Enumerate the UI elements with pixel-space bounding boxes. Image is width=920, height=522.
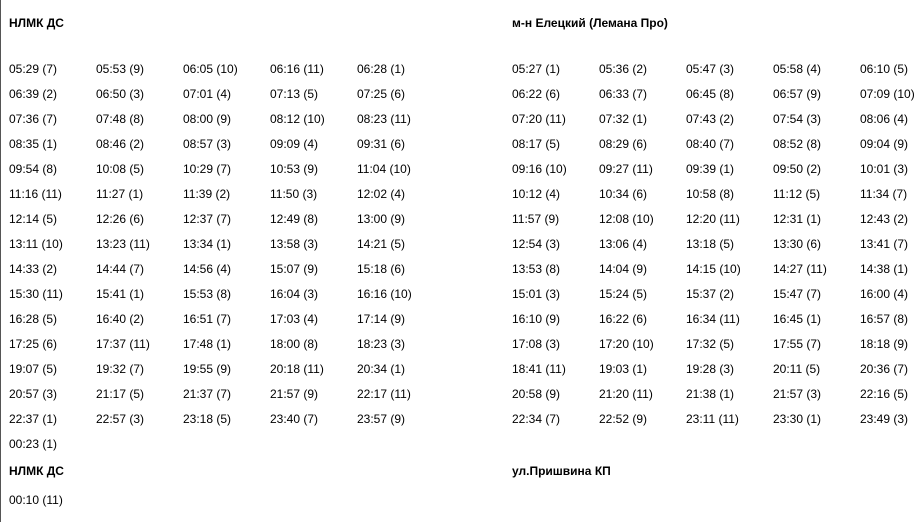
departure-row	[9, 112, 444, 137]
departure-time: 06:39 (2)	[9, 87, 58, 101]
departure-time: 13:00 (9)	[357, 212, 406, 226]
departure-time: 22:52 (9)	[599, 412, 648, 426]
departure-time: 22:37 (1)	[9, 412, 58, 426]
departure-time: 13:41 (7)	[860, 237, 909, 251]
departure-time: 05:27 (1)	[512, 62, 561, 76]
departure-time: 07:32 (1)	[599, 112, 648, 126]
departure-row	[9, 187, 444, 212]
departure-row	[512, 287, 920, 312]
departure-time: 21:20 (11)	[599, 387, 653, 401]
departure-time: 07:43 (2)	[686, 112, 735, 126]
departure-time: 12:43 (2)	[860, 212, 909, 226]
departure-time: 17:55 (7)	[773, 337, 822, 351]
departure-time: 16:10 (9)	[512, 312, 561, 326]
departure-row	[9, 312, 444, 337]
departure-time: 13:11 (10)	[9, 237, 63, 251]
departure-time: 08:40 (7)	[686, 137, 735, 151]
departure-row	[512, 412, 920, 437]
departure-time: 10:08 (5)	[96, 162, 145, 176]
departure-time: 17:14 (9)	[357, 312, 406, 326]
departure-time: 10:12 (4)	[512, 187, 561, 201]
departure-time: 12:02 (4)	[357, 187, 406, 201]
departure-time: 09:16 (10)	[512, 162, 567, 176]
departure-time: 17:08 (3)	[512, 337, 561, 351]
departure-time: 18:23 (3)	[357, 337, 406, 351]
stop-title: НЛМК ДС	[9, 16, 64, 30]
departure-time: 08:46 (2)	[96, 137, 145, 151]
departure-time: 21:17 (5)	[96, 387, 145, 401]
departure-time: 07:48 (8)	[96, 112, 145, 126]
departure-time: 15:41 (1)	[96, 287, 145, 301]
departure-time: 06:22 (6)	[512, 87, 561, 101]
departure-time: 09:27 (11)	[599, 162, 653, 176]
departure-time: 07:13 (5)	[270, 87, 319, 101]
departure-time: 23:11 (11)	[686, 412, 739, 426]
departure-time: 11:39 (2)	[183, 187, 231, 201]
departure-time: 13:23 (11)	[96, 237, 150, 251]
departure-time: 11:57 (9)	[512, 212, 560, 226]
departure-time: 06:28 (1)	[357, 62, 406, 76]
departure-time: 17:25 (6)	[9, 337, 58, 351]
departure-time: 22:57 (3)	[96, 412, 145, 426]
departure-time: 06:45 (8)	[686, 87, 735, 101]
departure-row	[9, 387, 444, 412]
departure-time: 00:10 (11)	[9, 493, 63, 507]
departure-time: 16:34 (11)	[686, 312, 740, 326]
departure-time: 15:47 (7)	[773, 287, 822, 301]
departure-time: 16:16 (10)	[357, 287, 412, 301]
departure-time: 15:53 (8)	[183, 287, 232, 301]
departure-time: 13:30 (6)	[773, 237, 822, 251]
departure-time: 10:58 (8)	[686, 187, 735, 201]
departure-time: 11:27 (1)	[96, 187, 144, 201]
left-border-line	[0, 0, 1, 522]
departure-time: 10:53 (9)	[270, 162, 319, 176]
departure-time: 08:52 (8)	[773, 137, 822, 151]
departure-time: 09:04 (9)	[860, 137, 909, 151]
departure-time: 06:05 (10)	[183, 62, 238, 76]
departure-row	[512, 212, 920, 237]
departure-time: 23:49 (3)	[860, 412, 909, 426]
departure-time: 20:36 (7)	[860, 362, 909, 376]
departure-time: 16:40 (2)	[96, 312, 145, 326]
departure-time: 15:24 (5)	[599, 287, 648, 301]
departure-time: 22:16 (5)	[860, 387, 909, 401]
departure-row	[9, 212, 444, 237]
departure-row	[9, 437, 444, 462]
departure-row	[9, 62, 444, 87]
departure-time: 12:54 (3)	[512, 237, 561, 251]
departure-time: 19:03 (1)	[599, 362, 648, 376]
departure-time: 13:53 (8)	[512, 262, 561, 276]
departure-time: 08:29 (6)	[599, 137, 648, 151]
departure-time: 12:14 (5)	[9, 212, 58, 226]
departure-time: 08:23 (11)	[357, 112, 411, 126]
departure-time: 15:30 (11)	[9, 287, 63, 301]
departure-time: 23:18 (5)	[183, 412, 232, 426]
departure-time: 17:48 (1)	[183, 337, 232, 351]
departure-time: 18:00 (8)	[270, 337, 319, 351]
departure-time: 00:23 (1)	[9, 437, 58, 451]
departure-time: 17:03 (4)	[270, 312, 319, 326]
departure-time: 16:45 (1)	[773, 312, 822, 326]
departure-row	[9, 493, 96, 518]
departure-time: 19:32 (7)	[96, 362, 145, 376]
departure-time: 14:33 (2)	[9, 262, 58, 276]
departure-time: 16:28 (5)	[9, 312, 58, 326]
departure-time: 19:07 (5)	[9, 362, 58, 376]
departure-time: 14:44 (7)	[96, 262, 145, 276]
departure-time: 20:57 (3)	[9, 387, 58, 401]
stop-title: м-н Елецкий (Лемана Про)	[512, 16, 668, 30]
departure-time: 05:53 (9)	[96, 62, 145, 76]
departure-row	[512, 312, 920, 337]
departure-time: 08:06 (4)	[860, 112, 909, 126]
departure-time: 09:50 (2)	[773, 162, 822, 176]
departure-time: 06:57 (9)	[773, 87, 822, 101]
departure-row	[9, 162, 444, 187]
departure-row	[512, 362, 920, 387]
departure-time: 08:12 (10)	[270, 112, 325, 126]
departure-time: 14:15 (10)	[686, 262, 741, 276]
departure-row	[512, 237, 920, 262]
departure-time: 14:04 (9)	[599, 262, 648, 276]
departure-row	[9, 412, 444, 437]
departure-time: 15:01 (3)	[512, 287, 561, 301]
departure-time: 14:21 (5)	[357, 237, 406, 251]
departure-time: 05:29 (7)	[9, 62, 58, 76]
departure-time: 15:18 (6)	[357, 262, 406, 276]
departure-time: 11:34 (7)	[860, 187, 908, 201]
departure-time: 12:20 (11)	[686, 212, 740, 226]
departure-time: 14:56 (4)	[183, 262, 232, 276]
departure-time: 12:37 (7)	[183, 212, 232, 226]
departure-time: 09:39 (1)	[686, 162, 735, 176]
departure-time: 15:37 (2)	[686, 287, 735, 301]
departure-time: 17:20 (10)	[599, 337, 654, 351]
departure-row	[512, 337, 920, 362]
departure-time: 21:37 (7)	[183, 387, 232, 401]
departure-time: 14:27 (11)	[773, 262, 827, 276]
departure-time: 07:36 (7)	[9, 112, 58, 126]
departure-time: 07:09 (10)	[860, 87, 915, 101]
departure-time: 09:31 (6)	[357, 137, 406, 151]
departure-time: 16:51 (7)	[183, 312, 232, 326]
departure-time: 23:30 (1)	[773, 412, 822, 426]
departure-time: 19:28 (3)	[686, 362, 735, 376]
departure-row	[512, 87, 920, 112]
departure-time: 16:22 (6)	[599, 312, 648, 326]
departure-row	[512, 62, 920, 87]
departure-time: 20:34 (1)	[357, 362, 406, 376]
departure-time: 06:16 (11)	[270, 62, 324, 76]
departure-time: 10:01 (3)	[860, 162, 909, 176]
departure-time: 21:57 (9)	[270, 387, 319, 401]
departure-time: 05:36 (2)	[599, 62, 648, 76]
departure-row	[9, 287, 444, 312]
departure-row	[512, 387, 920, 412]
departure-time: 20:58 (9)	[512, 387, 561, 401]
departure-time: 12:26 (6)	[96, 212, 145, 226]
departure-time: 15:07 (9)	[270, 262, 319, 276]
departure-row	[512, 137, 920, 162]
departure-row	[512, 162, 920, 187]
departure-time: 06:50 (3)	[96, 87, 145, 101]
departure-time: 09:09 (4)	[270, 137, 319, 151]
departure-time: 11:04 (10)	[357, 162, 411, 176]
departure-time: 10:29 (7)	[183, 162, 232, 176]
departure-time: 08:57 (3)	[183, 137, 232, 151]
departure-time: 13:34 (1)	[183, 237, 232, 251]
departure-row	[9, 237, 444, 262]
departure-time: 10:34 (6)	[599, 187, 648, 201]
departure-time: 11:50 (3)	[270, 187, 318, 201]
departure-time: 23:40 (7)	[270, 412, 319, 426]
departure-time: 18:41 (11)	[512, 362, 566, 376]
departure-time: 13:58 (3)	[270, 237, 319, 251]
departure-time: 16:00 (4)	[860, 287, 909, 301]
departure-time: 21:57 (3)	[773, 387, 822, 401]
departure-time: 23:57 (9)	[357, 412, 406, 426]
departure-time: 22:17 (11)	[357, 387, 411, 401]
departure-row	[9, 362, 444, 387]
departure-time: 06:33 (7)	[599, 87, 648, 101]
departure-time: 13:06 (4)	[599, 237, 648, 251]
departure-time: 07:01 (4)	[183, 87, 232, 101]
departure-time: 09:54 (8)	[9, 162, 58, 176]
departure-time: 17:37 (11)	[96, 337, 150, 351]
departure-time: 12:08 (10)	[599, 212, 654, 226]
departure-time: 05:58 (4)	[773, 62, 822, 76]
departure-time: 20:18 (11)	[270, 362, 324, 376]
departure-row	[512, 112, 920, 137]
departure-time: 07:20 (11)	[512, 112, 566, 126]
departure-grid	[512, 62, 920, 437]
departure-row	[512, 262, 920, 287]
departure-time: 08:00 (9)	[183, 112, 232, 126]
departure-time: 16:04 (3)	[270, 287, 319, 301]
departure-row	[9, 87, 444, 112]
departure-time: 16:57 (8)	[860, 312, 909, 326]
departure-time: 12:31 (1)	[773, 212, 822, 226]
departure-row	[9, 137, 444, 162]
departure-row	[9, 262, 444, 287]
departure-time: 06:10 (5)	[860, 62, 909, 76]
departure-time: 17:32 (5)	[686, 337, 735, 351]
stop-title: ул.Пришвина КП	[512, 464, 611, 478]
departure-time: 05:47 (3)	[686, 62, 735, 76]
departure-time: 13:18 (5)	[686, 237, 735, 251]
departure-grid	[9, 493, 96, 518]
stop-title: НЛМК ДС	[9, 464, 64, 478]
departure-time: 07:54 (3)	[773, 112, 822, 126]
departure-time: 14:38 (1)	[860, 262, 909, 276]
departure-row	[512, 187, 920, 212]
departure-row	[9, 337, 444, 362]
departure-time: 19:55 (9)	[183, 362, 232, 376]
departure-time: 07:25 (6)	[357, 87, 406, 101]
departure-time: 18:18 (9)	[860, 337, 909, 351]
departure-time: 11:12 (5)	[773, 187, 821, 201]
departure-time: 08:17 (5)	[512, 137, 561, 151]
departure-time: 11:16 (11)	[9, 187, 62, 201]
departure-time: 12:49 (8)	[270, 212, 319, 226]
departure-time: 21:38 (1)	[686, 387, 735, 401]
departure-grid	[9, 62, 444, 462]
departure-time: 20:11 (5)	[773, 362, 821, 376]
departure-time: 22:34 (7)	[512, 412, 561, 426]
departure-time: 08:35 (1)	[9, 137, 58, 151]
